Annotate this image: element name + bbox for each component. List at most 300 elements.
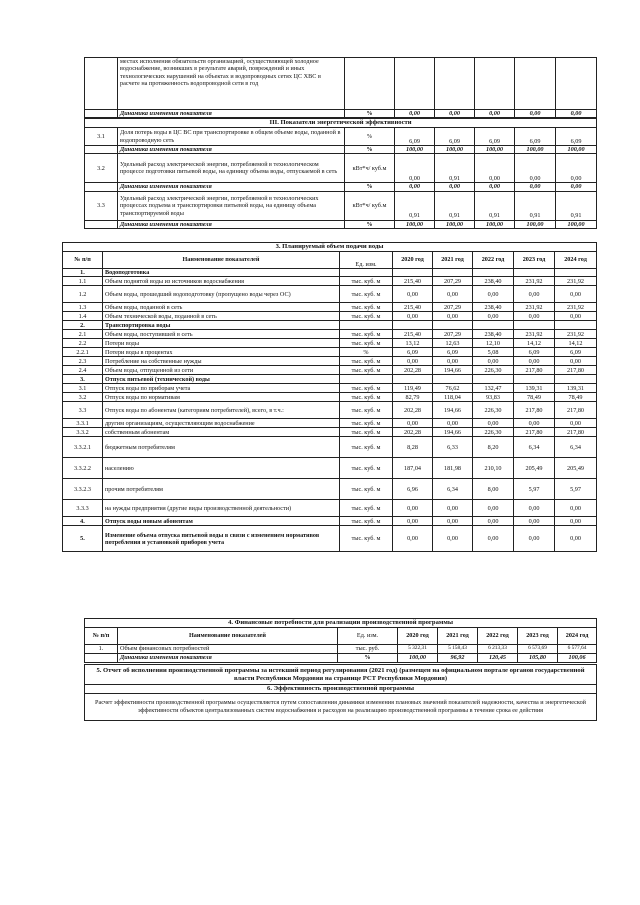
header-name: Наименование показателей bbox=[118, 628, 338, 645]
row-value: 210,10 bbox=[473, 458, 514, 479]
dyn-value: 0,00 bbox=[475, 183, 515, 191]
plan-row bbox=[63, 339, 597, 348]
plan-body bbox=[63, 269, 597, 552]
finance-title: 4. Финансовые потребности для реализации производственной программы bbox=[85, 619, 597, 628]
row-value: 0,00 bbox=[514, 526, 555, 552]
row-name: на нужды предприятия (другие виды производственной деятельности) bbox=[103, 500, 340, 517]
dyn-value: 0,00 bbox=[556, 183, 597, 191]
plan-row bbox=[63, 419, 597, 428]
dyn-value: 100,06 bbox=[558, 654, 597, 663]
row-name: Объем воды, поступившей в сеть bbox=[103, 330, 340, 339]
row-value bbox=[555, 269, 597, 277]
row-value: 0,00 bbox=[473, 419, 514, 428]
row-value: 217,80 bbox=[514, 366, 555, 375]
finance-table bbox=[84, 618, 597, 663]
row-num: 3.3.2 bbox=[63, 428, 103, 437]
dyn-value: 100,00 bbox=[398, 654, 438, 663]
row-value: 132,47 bbox=[473, 384, 514, 393]
plan-row bbox=[63, 526, 597, 552]
row-value: 6 213,33 bbox=[478, 645, 518, 654]
row-value: 12,10 bbox=[473, 339, 514, 348]
row-value: 93,83 bbox=[473, 393, 514, 402]
row-value: 231,92 bbox=[514, 330, 555, 339]
row-value: 0,00 bbox=[514, 500, 555, 517]
row-value: 226,30 bbox=[473, 402, 514, 419]
top-dyn-value: 0,00 bbox=[515, 110, 556, 118]
row-value bbox=[393, 321, 433, 330]
header-year: 2024 год bbox=[558, 628, 597, 645]
row-value: 0,00 bbox=[393, 357, 433, 366]
row-value: 6,09 bbox=[433, 348, 473, 357]
plan-row bbox=[63, 479, 597, 500]
row-name: Объем поднятой воды из источников водоснабжения bbox=[103, 277, 340, 286]
row-value: 0,00 bbox=[433, 312, 473, 321]
top-block-table bbox=[84, 57, 597, 118]
row-num: 1.3 bbox=[63, 303, 103, 312]
row-value: 14,12 bbox=[555, 339, 597, 348]
row-value: 217,80 bbox=[555, 428, 597, 437]
row-num: 3.3.3 bbox=[63, 500, 103, 517]
plan-row bbox=[63, 437, 597, 458]
row-name: населению bbox=[103, 458, 340, 479]
row-value: 205,49 bbox=[514, 458, 555, 479]
row-num: 5. bbox=[63, 526, 103, 552]
row-value: 6,33 bbox=[433, 437, 473, 458]
dyn-unit: % bbox=[345, 146, 395, 154]
row-unit: тыс. куб. м bbox=[340, 303, 393, 312]
row-value: 0,91 bbox=[395, 191, 435, 220]
row-unit: тыс. куб. м bbox=[340, 437, 393, 458]
dyn-unit: % bbox=[338, 654, 398, 663]
plan-row bbox=[63, 286, 597, 303]
row-value: 0,00 bbox=[433, 500, 473, 517]
dyn-value: 0,00 bbox=[435, 183, 475, 191]
row-value bbox=[433, 321, 473, 330]
row-value: 0,00 bbox=[555, 357, 597, 366]
row-value: 0,00 bbox=[433, 357, 473, 366]
energy-efficiency-table bbox=[84, 118, 597, 229]
plan-row bbox=[63, 384, 597, 393]
row-name: Объем воды, прошедший водоподготовку (пропущено воды через ОС) bbox=[103, 286, 340, 303]
top-dyn-value: 0,00 bbox=[475, 110, 515, 118]
row-num: 2. bbox=[63, 321, 103, 330]
row-unit: тыс. куб. м bbox=[340, 479, 393, 500]
row-value: 6,96 bbox=[393, 479, 433, 500]
row-value: 6,09 bbox=[556, 128, 597, 146]
row-value: 181,98 bbox=[433, 458, 473, 479]
row-value bbox=[433, 375, 473, 384]
row-name: Отпуск воды по нормативам bbox=[103, 393, 340, 402]
row-value: 187,04 bbox=[393, 458, 433, 479]
dyn-value: 100,00 bbox=[395, 146, 435, 154]
row-value: 0,00 bbox=[473, 312, 514, 321]
row-num: 2.2 bbox=[63, 339, 103, 348]
row-value: 0,00 bbox=[393, 312, 433, 321]
row-value: 0,00 bbox=[473, 526, 514, 552]
row-value bbox=[433, 269, 473, 277]
dyn-value: 100,00 bbox=[515, 146, 556, 154]
header-unit: Ед. изм. bbox=[338, 628, 398, 645]
row-name: Отпуск воды новым абонентам bbox=[103, 517, 340, 526]
row-value: 0,00 bbox=[393, 419, 433, 428]
row-name: другим организациям, осуществляющим водоснабжение bbox=[103, 419, 340, 428]
row-value: 5,97 bbox=[555, 479, 597, 500]
plan-row bbox=[63, 321, 597, 330]
row-value: 231,92 bbox=[514, 277, 555, 286]
row-value: 0,00 bbox=[515, 154, 556, 183]
dyn-label: Динамика изменения показателя bbox=[118, 220, 345, 228]
plan-row bbox=[63, 357, 597, 366]
row-name: Потребление на собственные нужды bbox=[103, 357, 340, 366]
top-dyn-value: 0,00 bbox=[556, 110, 597, 118]
row-value: 78,49 bbox=[514, 393, 555, 402]
row-value: 6,09 bbox=[514, 348, 555, 357]
row-value: 0,00 bbox=[555, 517, 597, 526]
dyn-value: 100,00 bbox=[556, 220, 597, 228]
report-efficiency-table bbox=[84, 664, 597, 721]
row-value: 0,00 bbox=[514, 517, 555, 526]
row-unit: тыс. куб. м bbox=[340, 339, 393, 348]
row-value: 238,40 bbox=[473, 303, 514, 312]
top-block-text: местах исполнения обязательств организацией, осуществляющей холодное водоснабжение, возникших в результате аварий, повреждений и иных технологических нарушений на объектах и водопроводных сетях ЦС ХВС в расчете на протяженность водопроводной сети в год bbox=[118, 58, 345, 110]
dyn-value: 105,80 bbox=[518, 654, 558, 663]
top-dyn-value: 0,00 bbox=[395, 110, 435, 118]
row-value: 6 577,64 bbox=[558, 645, 597, 654]
header-num: № п/п bbox=[63, 252, 103, 269]
row-value: 205,49 bbox=[555, 458, 597, 479]
row-num: 3.1 bbox=[63, 384, 103, 393]
row-name: Объем воды, отпущенной из сети bbox=[103, 366, 340, 375]
dyn-value: 100,00 bbox=[556, 146, 597, 154]
row-value: 6 573,69 bbox=[518, 645, 558, 654]
row-value: 0,00 bbox=[433, 286, 473, 303]
row-value: 0,00 bbox=[393, 517, 433, 526]
row-num: 2.4 bbox=[63, 366, 103, 375]
row-num: 3.1 bbox=[85, 128, 118, 146]
row-value: 6,34 bbox=[433, 479, 473, 500]
row-unit: тыс. куб. м bbox=[340, 458, 393, 479]
row-num: 1. bbox=[85, 645, 118, 654]
dyn-value: 0,00 bbox=[515, 183, 556, 191]
dyn-value: 0,00 bbox=[395, 183, 435, 191]
top-num-cell bbox=[85, 58, 118, 110]
row-unit: тыс. куб. м bbox=[340, 393, 393, 402]
row-value: 0,00 bbox=[514, 312, 555, 321]
row-value: 0,91 bbox=[435, 154, 475, 183]
dyn-value: 100,00 bbox=[515, 220, 556, 228]
row-unit: тыс. куб. м bbox=[340, 277, 393, 286]
plan-row bbox=[63, 277, 597, 286]
row-value: 6,09 bbox=[555, 348, 597, 357]
row-value: 139,31 bbox=[514, 384, 555, 393]
row-unit: кВт*ч/ куб.м bbox=[345, 191, 395, 220]
header-year: 2023 год bbox=[518, 628, 558, 645]
row-name: Отпуск воды по приборам учета bbox=[103, 384, 340, 393]
row-value: 0,00 bbox=[514, 419, 555, 428]
plan-row bbox=[63, 366, 597, 375]
dyn-value: 100,00 bbox=[475, 146, 515, 154]
plan-row bbox=[63, 375, 597, 384]
row-value: 207,29 bbox=[433, 330, 473, 339]
row-unit: кВт*ч/ куб.м bbox=[345, 154, 395, 183]
row-name: Изменение объема отпуска питьевой воды в связи с изменением нормативов потребления и установкой приборов учета bbox=[103, 526, 340, 552]
row-value: 0,00 bbox=[555, 419, 597, 428]
row-value: 0,00 bbox=[556, 154, 597, 183]
plan-row bbox=[63, 458, 597, 479]
plan-row bbox=[63, 330, 597, 339]
row-value: 217,80 bbox=[555, 402, 597, 419]
row-value: 6,34 bbox=[514, 437, 555, 458]
dyn-value: 96,92 bbox=[438, 654, 478, 663]
row-value: 5 322,31 bbox=[398, 645, 438, 654]
row-name: Удельный расход электрической энергии, потребляемой в технологическом процессе подготовки питьевой воды, на единицу объема воды, отпускаемой в сеть bbox=[118, 154, 345, 183]
row-value: 76,62 bbox=[433, 384, 473, 393]
row-value bbox=[473, 269, 514, 277]
row-name: Объем воды, поданной в сеть bbox=[103, 303, 340, 312]
plan-row bbox=[63, 517, 597, 526]
header-year: 2021 год bbox=[433, 252, 473, 269]
row-value: 217,80 bbox=[555, 366, 597, 375]
dyn-label: Динамика изменения показателя bbox=[118, 183, 345, 191]
row-unit: тыс. куб. м bbox=[340, 419, 393, 428]
row-num: 1.1 bbox=[63, 277, 103, 286]
row-num: 2.1 bbox=[63, 330, 103, 339]
row-value: 78,49 bbox=[555, 393, 597, 402]
section3-title: III. Показатели энергетической эффективности bbox=[85, 119, 597, 128]
section6-text: Расчет эффективности производственной программы осуществляется путем сопоставления динамики изменения плановых значений показателей надежности, качества и энергетической эффективности объектов централизованных систем водоснабжения и расходов на реализацию производственной программы в течение срока ее действия bbox=[85, 694, 597, 721]
row-value bbox=[393, 269, 433, 277]
header-year: 2020 год bbox=[393, 252, 433, 269]
row-value: 82,79 bbox=[393, 393, 433, 402]
row-unit: % bbox=[345, 128, 395, 146]
row-value: 217,80 bbox=[514, 402, 555, 419]
row-value: 0,91 bbox=[435, 191, 475, 220]
section6-title: 6. Эффективность производственной программы bbox=[85, 685, 597, 694]
dyn-unit: % bbox=[345, 183, 395, 191]
row-num: 3.3.2.3 bbox=[63, 479, 103, 500]
row-value: 0,00 bbox=[475, 154, 515, 183]
dyn-value: 100,00 bbox=[435, 146, 475, 154]
plan-row bbox=[63, 500, 597, 517]
plan-title: 3. Планируемый объем подачи воды bbox=[63, 243, 597, 252]
row-unit bbox=[340, 375, 393, 384]
row-num: 3.2 bbox=[85, 154, 118, 183]
row-value bbox=[473, 375, 514, 384]
planned-volume-table bbox=[62, 242, 597, 552]
row-num: 3.3.1 bbox=[63, 419, 103, 428]
plan-row bbox=[63, 312, 597, 321]
row-value: 0,00 bbox=[514, 286, 555, 303]
row-value: 5,97 bbox=[514, 479, 555, 500]
header-year: 2022 год bbox=[478, 628, 518, 645]
row-value: 6,09 bbox=[475, 128, 515, 146]
row-value: 6,09 bbox=[393, 348, 433, 357]
row-name: Транспортировка воды bbox=[103, 321, 340, 330]
row-value: 119,49 bbox=[393, 384, 433, 393]
row-name: Объем технической воды, поданной в сеть bbox=[103, 312, 340, 321]
row-num: 3.2 bbox=[63, 393, 103, 402]
header-year: 2020 год bbox=[398, 628, 438, 645]
row-value: 194,66 bbox=[433, 366, 473, 375]
row-value: 215,40 bbox=[393, 303, 433, 312]
row-value: 13,12 bbox=[393, 339, 433, 348]
row-unit bbox=[340, 269, 393, 277]
row-num: 3.3 bbox=[63, 402, 103, 419]
row-num: 3.3.2.1 bbox=[63, 437, 103, 458]
top-dyn-value: 0,00 bbox=[435, 110, 475, 118]
row-unit: тыс. куб. м bbox=[340, 526, 393, 552]
row-name: Отпуск воды по абонентам (категориям потребителей), всего, в т.ч.: bbox=[103, 402, 340, 419]
row-value: 139,31 bbox=[555, 384, 597, 393]
row-unit: тыс. куб. м bbox=[340, 500, 393, 517]
row-value: 217,80 bbox=[514, 428, 555, 437]
row-name: Отпуск питьевой (технической) воды bbox=[103, 375, 340, 384]
row-unit: тыс. куб. м bbox=[340, 402, 393, 419]
row-name: собственным абонентам bbox=[103, 428, 340, 437]
header-year: 2021 год bbox=[438, 628, 478, 645]
row-name: Удельный расход электрической энергии, потребляемой в технологических процессах подъема и транспортировки питьевой воды, на единицу объема транспортируемой воды bbox=[118, 191, 345, 220]
row-value: 0,00 bbox=[555, 312, 597, 321]
row-value: 0,00 bbox=[473, 517, 514, 526]
row-value: 202,28 bbox=[393, 402, 433, 419]
row-value: 0,00 bbox=[473, 357, 514, 366]
row-value: 0,91 bbox=[556, 191, 597, 220]
row-unit: тыс. руб. bbox=[338, 645, 398, 654]
plan-row bbox=[63, 303, 597, 312]
row-value: 6,09 bbox=[515, 128, 556, 146]
row-num: 2.2.1 bbox=[63, 348, 103, 357]
row-num: 3.3.2.2 bbox=[63, 458, 103, 479]
row-name: Объем финансовых потребностей bbox=[118, 645, 338, 654]
row-value: 0,00 bbox=[433, 517, 473, 526]
row-num: 2.3 bbox=[63, 357, 103, 366]
plan-row bbox=[63, 428, 597, 437]
row-value: 215,40 bbox=[393, 277, 433, 286]
row-unit: % bbox=[340, 348, 393, 357]
dyn-value: 100,00 bbox=[435, 220, 475, 228]
row-value: 226,30 bbox=[473, 366, 514, 375]
plan-row bbox=[63, 393, 597, 402]
dyn-value: 100,00 bbox=[475, 220, 515, 228]
row-num: 1. bbox=[63, 269, 103, 277]
plan-header-row bbox=[63, 252, 597, 269]
header-num: № п/п bbox=[85, 628, 118, 645]
header-name: Наименование показателей bbox=[103, 252, 340, 269]
row-value: 14,12 bbox=[514, 339, 555, 348]
row-value: 231,92 bbox=[555, 330, 597, 339]
row-unit: тыс. куб. м bbox=[340, 384, 393, 393]
row-value: 8,20 bbox=[473, 437, 514, 458]
row-value: 0,00 bbox=[393, 526, 433, 552]
row-name: прочим потребителям bbox=[103, 479, 340, 500]
dyn-value: 120,45 bbox=[478, 654, 518, 663]
dyn-label: Динамика изменения показателя bbox=[118, 654, 338, 663]
dyn-unit: % bbox=[345, 220, 395, 228]
row-value: 0,00 bbox=[433, 526, 473, 552]
header-unit: Ед. изм. bbox=[340, 252, 393, 269]
row-value: 6,09 bbox=[435, 128, 475, 146]
row-unit: тыс. куб. м bbox=[340, 357, 393, 366]
row-value bbox=[473, 321, 514, 330]
row-value bbox=[514, 375, 555, 384]
plan-row bbox=[63, 402, 597, 419]
row-value: 6,34 bbox=[555, 437, 597, 458]
row-unit: тыс. куб. м bbox=[340, 517, 393, 526]
row-value: 0,00 bbox=[555, 526, 597, 552]
plan-row bbox=[63, 348, 597, 357]
row-value: 194,66 bbox=[433, 402, 473, 419]
row-value: 0,00 bbox=[395, 154, 435, 183]
row-value: 238,40 bbox=[473, 330, 514, 339]
row-name: Потери воды bbox=[103, 339, 340, 348]
row-value: 207,29 bbox=[433, 277, 473, 286]
header-year: 2023 год bbox=[514, 252, 555, 269]
row-value: 238,40 bbox=[473, 277, 514, 286]
row-value: 231,92 bbox=[514, 303, 555, 312]
row-value: 8,00 bbox=[473, 479, 514, 500]
row-value: 0,91 bbox=[515, 191, 556, 220]
row-value: 207,29 bbox=[433, 303, 473, 312]
row-value: 0,00 bbox=[473, 286, 514, 303]
row-value bbox=[514, 321, 555, 330]
row-value: 0,91 bbox=[475, 191, 515, 220]
row-value: 215,40 bbox=[393, 330, 433, 339]
row-value: 8,28 bbox=[393, 437, 433, 458]
dyn-label: Динамика изменения показателя bbox=[118, 146, 345, 154]
row-value: 0,00 bbox=[555, 286, 597, 303]
row-num: 1.4 bbox=[63, 312, 103, 321]
row-value: 0,00 bbox=[514, 357, 555, 366]
row-value: 0,00 bbox=[393, 286, 433, 303]
section5-title: 5. Отчет об исполнении производственной программы за истекший период регулирования (2021 год) (размещен на официальном портале органов государственной власти Республики Мордовия на странице РСТ Республики Мордовия) bbox=[85, 665, 597, 685]
row-value: 6,09 bbox=[395, 128, 435, 146]
row-value: 202,28 bbox=[393, 366, 433, 375]
row-num: 3. bbox=[63, 375, 103, 384]
row-unit: тыс. куб. м bbox=[340, 428, 393, 437]
row-name: Потери воды в процентах bbox=[103, 348, 340, 357]
row-num: 3.3 bbox=[85, 191, 118, 220]
row-value: 5,08 bbox=[473, 348, 514, 357]
dyn-value: 100,00 bbox=[395, 220, 435, 228]
row-num: 1.2 bbox=[63, 286, 103, 303]
row-unit: тыс. куб. м bbox=[340, 366, 393, 375]
row-value: 0,00 bbox=[473, 500, 514, 517]
row-unit bbox=[340, 321, 393, 330]
row-value: 12,63 bbox=[433, 339, 473, 348]
row-value: 0,00 bbox=[433, 419, 473, 428]
row-unit: тыс. куб. м bbox=[340, 286, 393, 303]
row-value: 118,04 bbox=[433, 393, 473, 402]
row-name: Водоподготовка bbox=[103, 269, 340, 277]
row-value: 226,30 bbox=[473, 428, 514, 437]
top-dyn-label: Динамика изменения показателя bbox=[118, 110, 345, 118]
row-value: 231,92 bbox=[555, 303, 597, 312]
row-value: 194,66 bbox=[433, 428, 473, 437]
row-name: Доля потерь воды в ЦС ВС при транспортировке в общем объеме воды, поданной в водопроводную сеть bbox=[118, 128, 345, 146]
row-value: 231,92 bbox=[555, 277, 597, 286]
row-unit: тыс. куб. м bbox=[340, 312, 393, 321]
plan-row bbox=[63, 269, 597, 277]
header-year: 2024 год bbox=[555, 252, 597, 269]
row-value: 202,28 bbox=[393, 428, 433, 437]
row-unit: тыс. куб. м bbox=[340, 330, 393, 339]
row-value: 0,00 bbox=[555, 500, 597, 517]
row-value bbox=[555, 375, 597, 384]
row-value: 5 158,43 bbox=[438, 645, 478, 654]
row-value: 0,00 bbox=[393, 500, 433, 517]
top-dyn-unit: % bbox=[345, 110, 395, 118]
row-value bbox=[393, 375, 433, 384]
